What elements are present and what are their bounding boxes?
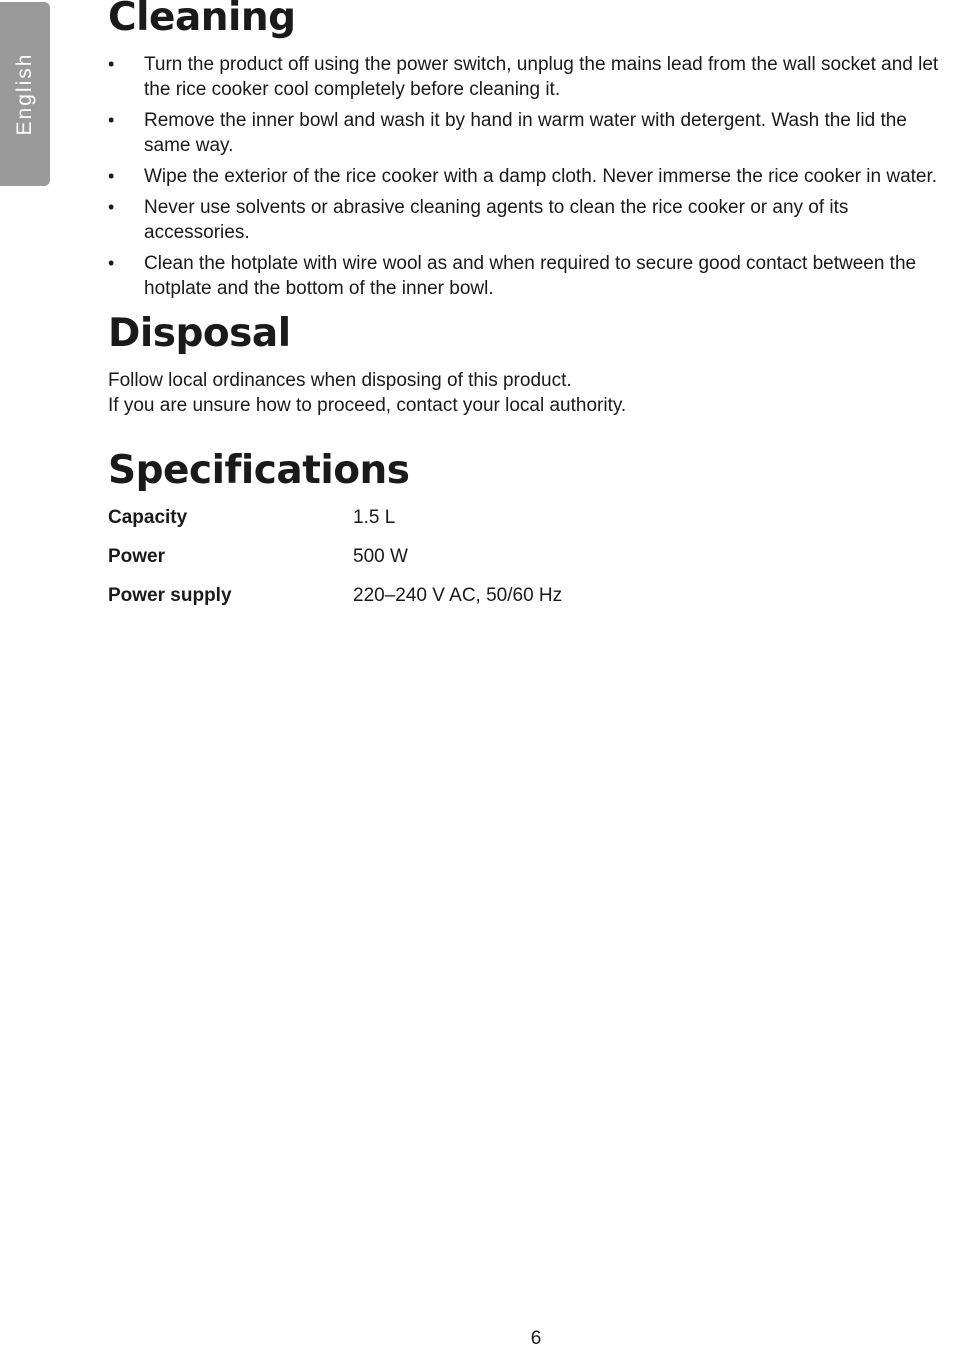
cleaning-heading: Cleaning [108,0,296,40]
spec-value: 1.5 L [353,507,396,528]
cleaning-list [108,52,958,307]
disposal-text [108,368,626,418]
spec-row-power-supply [108,583,708,622]
spec-label: Power [108,546,166,567]
page-number: 6 [530,1328,542,1349]
spec-value: 220–240 V AC, 50/60 Hz [353,585,563,606]
spec-row-capacity [108,505,708,544]
disposal-heading: Disposal [108,311,291,356]
language-tab-label: English [13,52,36,136]
language-tab [0,2,50,186]
cleaning-list-item: • Clean the hotplate with wire wool as and when required to secure good contact between the hotplate and the bottom of the inner bowl. [108,251,944,301]
spec-label: Capacity [108,507,188,528]
disposal-line: Follow local ordinances when disposing of this product. [108,370,572,391]
cleaning-list-item: • Never use solvents or abrasive cleaning agents to clean the rice cooker or any of its accessories. [108,195,958,245]
cleaning-list-item: • Remove the inner bowl and wash it by hand in warm water with detergent. Wash the lid the same way. [108,108,924,158]
disposal-line: If you are unsure how to proceed, contact your local authority. [108,395,627,416]
cleaning-list-item: • Wipe the exterior of the rice cooker with a damp cloth. Never immerse the rice cooker in water. [108,164,958,189]
spec-value: 500 W [353,546,408,567]
specifications-heading: Specifications [108,448,410,493]
specifications-table [108,505,708,622]
spec-label: Power supply [108,585,232,606]
cleaning-list-item: • Turn the product off using the power switch, unplug the mains lead from the wall socket and let the rice cooker cool completely before cleaning it. [108,52,958,102]
spec-row-power [108,544,708,583]
